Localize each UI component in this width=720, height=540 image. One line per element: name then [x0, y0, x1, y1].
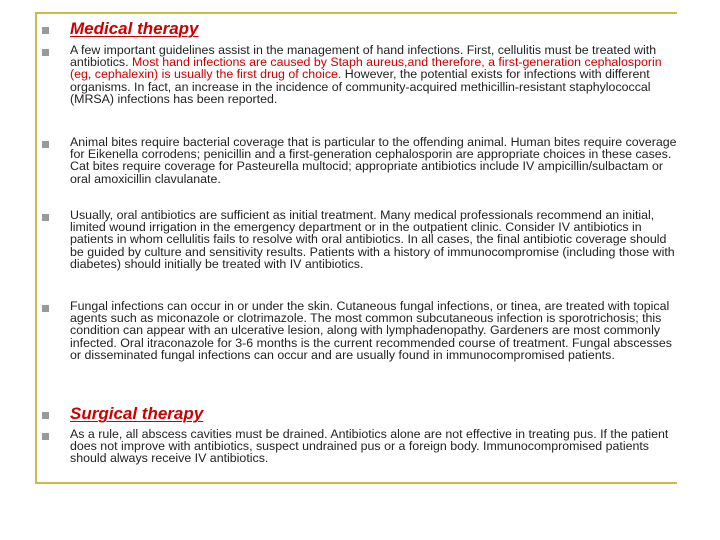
frame-bottom-rule [35, 482, 677, 484]
medical-p1-part2: However, the potential exists for infections with different organisms. In fact, an increase in the incidence of community-acquired methicillin-resistant staphylococcal (MRSA) infections has been reported. [70, 67, 651, 106]
medical-paragraph-4-text: Fungal infections can occur in or under the skin. Cutaneous fungal infections, or tinea, are treated with topical agents such as miconazole or clotrimazole. The most common subcutaneous infection is sporotrichosis; this condition can appear with an ulcerative lesion, along with lymphadenopathy. Gardeners are most commonly infected. Oral itraconazole for 3-6 months is the current recommended course of treatment. Fungal abscesses or disseminated fungal infections can occur and are usually found in immunocompromised patients. [70, 299, 672, 362]
medical-paragraph-2 [42, 136, 682, 185]
medical-p1-part1: A few important guidelines assist in the management of hand infections. First, cellulitis must be treated with antibiotics. [70, 43, 657, 70]
medical-paragraph-1-text [70, 44, 682, 105]
surgical-therapy-heading: Surgical therapy [70, 404, 204, 423]
medical-p1-highlight: Most hand infections are caused by Staph aureus,and therefore, a first-generation cephalosporin (eg, cephalexin) is usually the first drug of choice. [70, 55, 662, 82]
bullet-square-icon [42, 214, 49, 221]
frame-top-rule [35, 12, 677, 14]
bullet-square-icon [42, 49, 49, 56]
bullet-square-icon [42, 412, 49, 419]
frame-left-rule [35, 12, 37, 482]
bullet-square-icon [42, 433, 49, 440]
medical-paragraph-3 [42, 209, 682, 270]
surgical-paragraph-1 [42, 428, 682, 465]
medical-paragraph-1 [42, 44, 682, 105]
surgical-therapy-heading-item [42, 403, 682, 425]
bullet-square-icon [42, 27, 49, 34]
medical-paragraph-4 [42, 300, 682, 361]
medical-therapy-heading-item [42, 18, 682, 40]
bullet-square-icon [42, 305, 49, 312]
medical-paragraph-3-text: Usually, oral antibiotics are sufficient as initial treatment. Many medical professionals recommend an initial, limited wound irrigation in the emergency department or in the outpatient clinic. Consider IV antibiotics in patients in whom cellulitis fails to resolve with oral antibiotics. In all cases, the final antibiotic coverage should be guided by culture and sensitivity results. Patients with a history of immunocompromise (including those with diabetes) should initially be treated with IV antibiotics. [70, 208, 675, 271]
medical-paragraph-2-text: Animal bites require bacterial coverage that is particular to the offending animal. Human bites require coverage for Eikenella corrodens; penicillin and a first-generation cephalosporin are appropriate choices in these cases. Cat bites require coverage for Pasteurella multocid; appropriate antibiotics include IV ampicillin/sulbactam or oral amoxicillin clavulanate. [70, 135, 677, 186]
medical-therapy-heading: Medical therapy [70, 19, 199, 38]
bullet-square-icon [42, 141, 49, 148]
surgical-paragraph-1-text: As a rule, all abscess cavities must be drained. Antibiotics alone are not effective in treating pus. If the patient does not improve with antibiotics, suspect undrained pus or a foreign body. Immunocompromised patients should always receive IV antibiotics. [70, 427, 669, 466]
